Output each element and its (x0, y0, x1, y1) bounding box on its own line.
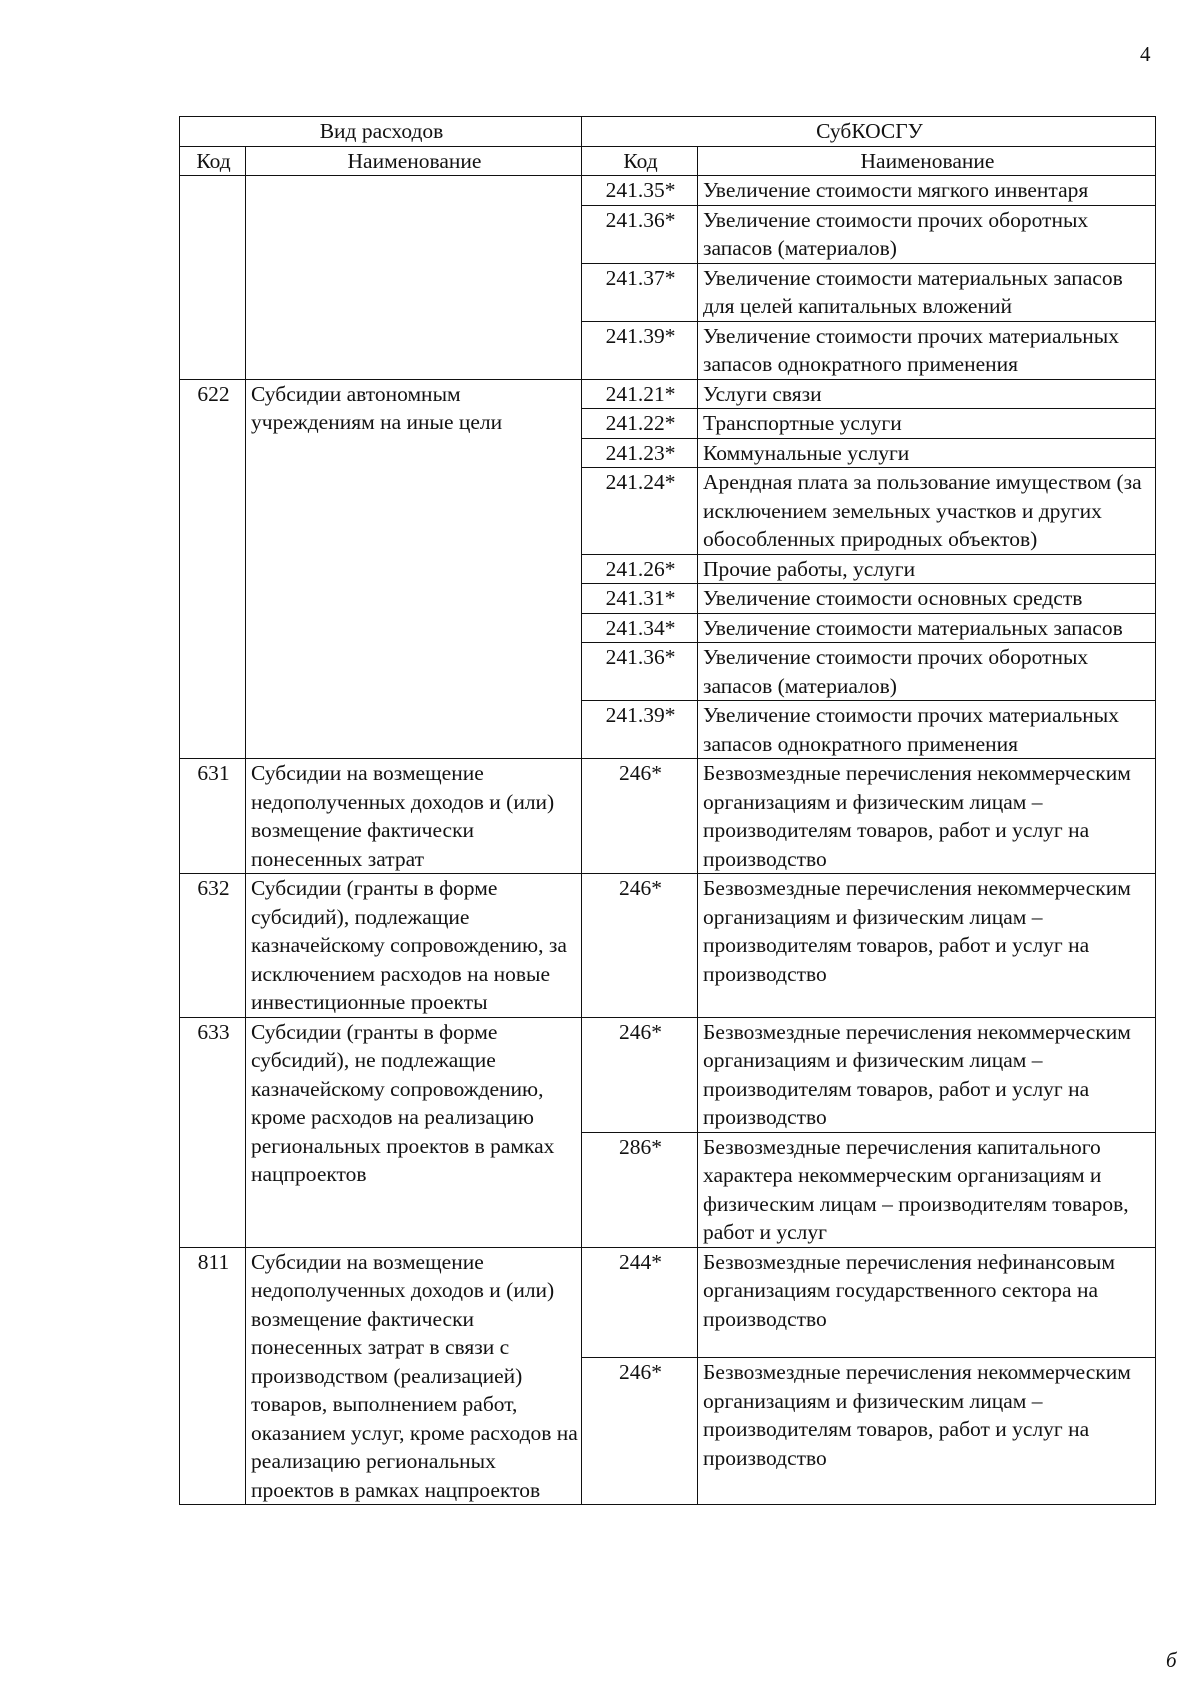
header-row-top (180, 117, 1156, 147)
corner-mark: б (1166, 1648, 1177, 1672)
table-row (180, 1017, 1156, 1132)
subkosgu-code: 241.24* (582, 468, 698, 555)
header-kod-sub: Код (582, 146, 698, 176)
subkosgu-code: 241.34* (582, 613, 698, 643)
subkosgu-name: Безвозмездные перечисления некоммерческим организациям и физическим лицам – производителям товаров, работ и услуг на производство (698, 1358, 1156, 1505)
subkosgu-code: 241.36* (582, 643, 698, 701)
subkosgu-code: 241.39* (582, 321, 698, 379)
expense-code: 632 (180, 874, 246, 1018)
expense-name: Субсидии на возмещение недополученных доходов и (или) возмещение фактически понесенных затрат (246, 759, 582, 874)
table-row (180, 874, 1156, 1018)
subkosgu-name: Увеличение стоимости материальных запасов (698, 613, 1156, 643)
subkosgu-name: Безвозмездные перечисления некоммерческим организациям и физическим лицам – производителям товаров, работ и услуг на производство (698, 759, 1156, 874)
header-naimenovanie: Наименование (246, 146, 582, 176)
expense-name (246, 176, 582, 380)
subkosgu-code: 241.35* (582, 176, 698, 206)
subkosgu-name: Услуги связи (698, 379, 1156, 409)
subkosgu-code: 246* (582, 874, 698, 1018)
expense-table (179, 116, 1156, 1505)
table-row (180, 379, 1156, 409)
page-number: 4 (1140, 42, 1151, 66)
subkosgu-name: Прочие работы, услуги (698, 554, 1156, 584)
subkosgu-name: Безвозмездные перечисления некоммерческим организациям и физическим лицам – производителям товаров, работ и услуг на производство (698, 874, 1156, 1018)
subkosgu-code: 246* (582, 759, 698, 874)
expense-code (180, 176, 246, 380)
expense-name: Субсидии автономным учреждениям на иные цели (246, 379, 582, 759)
header-vid-raskhodov: Вид расходов (180, 117, 582, 147)
subkosgu-name: Безвозмездные перечисления нефинансовым организациям государственного сектора на производство (698, 1247, 1156, 1358)
subkosgu-code: 241.37* (582, 263, 698, 321)
subkosgu-code: 241.21* (582, 379, 698, 409)
subkosgu-name: Безвозмездные перечисления некоммерческим организациям и физическим лицам – производителям товаров, работ и услуг на производство (698, 1017, 1156, 1132)
header-kod: Код (180, 146, 246, 176)
expense-name: Субсидии на возмещение недополученных доходов и (или) возмещение фактически понесенных затрат в связи с производством (реализацией) товаров, выполнением работ, оказанием услуг, кроме расходов на реализацию региональных проектов в рамках нацпроектов (246, 1247, 582, 1505)
subkosgu-name: Увеличение стоимости мягкого инвентаря (698, 176, 1156, 206)
subkosgu-code: 246* (582, 1358, 698, 1505)
subkosgu-name: Безвозмездные перечисления капитального характера некоммерческим организациям и физическим лицам – производителям товаров, работ и услуг (698, 1132, 1156, 1247)
subkosgu-code: 241.39* (582, 701, 698, 759)
subkosgu-code: 241.36* (582, 205, 698, 263)
expense-code: 633 (180, 1017, 246, 1247)
subkosgu-name: Арендная плата за пользование имуществом (за исключением земельных участков и других обособленных природных объектов) (698, 468, 1156, 555)
subkosgu-name: Увеличение стоимости основных средств (698, 584, 1156, 614)
expense-code: 622 (180, 379, 246, 759)
subkosgu-code: 286* (582, 1132, 698, 1247)
expense-name: Субсидии (гранты в форме субсидий), подлежащие казначейскому сопровождению, за исключением расходов на новые инвестиционные проекты (246, 874, 582, 1018)
header-row-sub (180, 146, 1156, 176)
table-row (180, 1247, 1156, 1358)
subkosgu-code: 241.26* (582, 554, 698, 584)
header-naimenovanie-sub: Наименование (698, 146, 1156, 176)
expense-code: 811 (180, 1247, 246, 1505)
table-row (180, 176, 1156, 206)
subkosgu-name: Увеличение стоимости прочих оборотных запасов (материалов) (698, 205, 1156, 263)
subkosgu-code: 244* (582, 1247, 698, 1358)
subkosgu-name: Увеличение стоимости прочих материальных запасов однократного применения (698, 701, 1156, 759)
expense-name: Субсидии (гранты в форме субсидий), не подлежащие казначейскому сопровождению, кроме расходов на реализацию региональных проектов в рамках нацпроектов (246, 1017, 582, 1247)
header-subkosgu: СубКОСГУ (582, 117, 1156, 147)
table-body (180, 176, 1156, 1505)
subkosgu-name: Коммунальные услуги (698, 438, 1156, 468)
subkosgu-code: 241.22* (582, 409, 698, 439)
subkosgu-code: 246* (582, 1017, 698, 1132)
subkosgu-code: 241.31* (582, 584, 698, 614)
subkosgu-name: Увеличение стоимости материальных запасов для целей капитальных вложений (698, 263, 1156, 321)
expense-code: 631 (180, 759, 246, 874)
subkosgu-name: Увеличение стоимости прочих материальных запасов однократного применения (698, 321, 1156, 379)
subkosgu-name: Увеличение стоимости прочих оборотных запасов (материалов) (698, 643, 1156, 701)
subkosgu-name: Транспортные услуги (698, 409, 1156, 439)
table-row (180, 759, 1156, 874)
subkosgu-code: 241.23* (582, 438, 698, 468)
